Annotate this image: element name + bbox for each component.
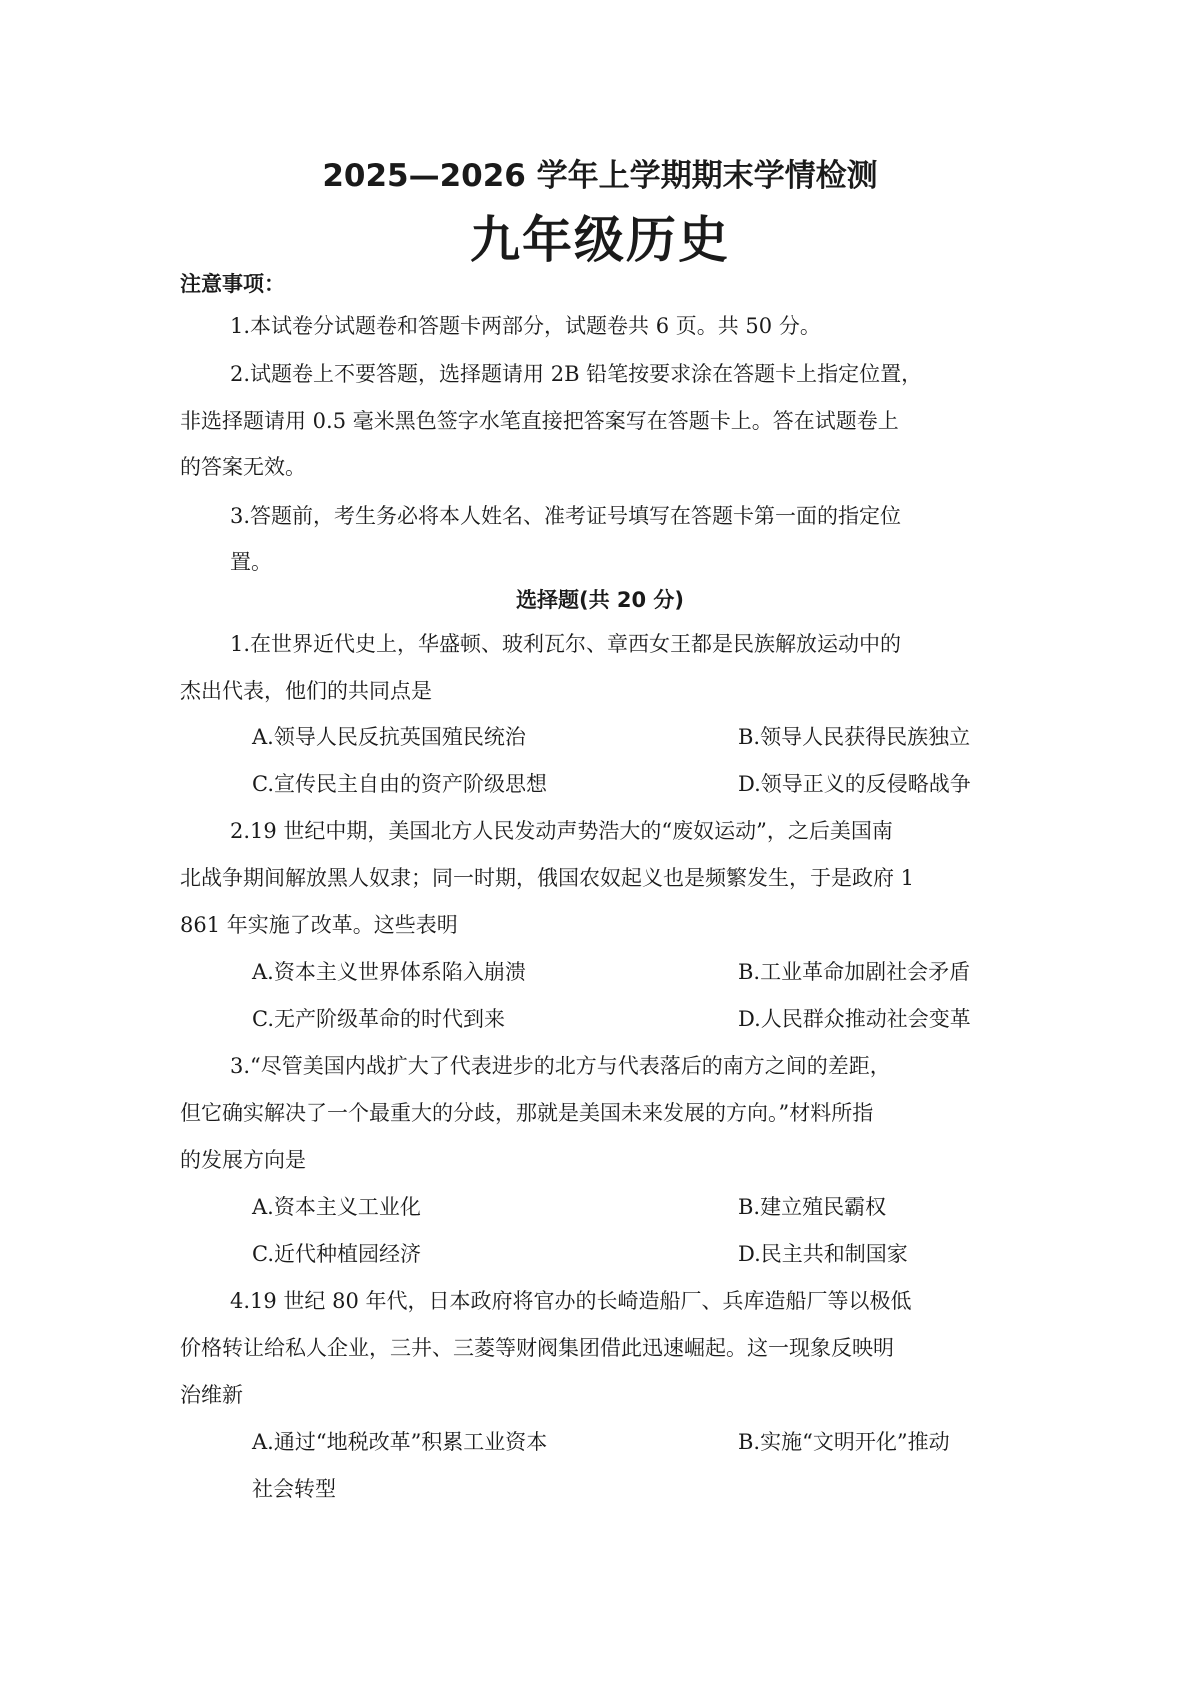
question-stem: 1.在世界近代史上，华盛顿、玻利瓦尔、章西女王都是民族解放运动中的 (230, 632, 902, 656)
option-a: A.资本主义世界体系陷入崩溃 (252, 960, 526, 984)
notice-line: 非选择题请用 0.5 毫米黑色签字水笔直接把答案写在答题卡上。答在试题卷上 (180, 409, 899, 433)
question-stem: 杰出代表，他们的共同点是 (180, 679, 432, 703)
question-stem: 但它确实解决了一个最重大的分歧，那就是美国未来发展的方向。”材料所指 (180, 1101, 874, 1125)
option-d: D.人民群众推动社会变革 (738, 1007, 971, 1031)
notice-line: 的答案无效。 (180, 455, 306, 479)
option-d: D.民主共和制国家 (738, 1242, 908, 1266)
option-a: A.资本主义工业化 (252, 1195, 421, 1219)
notice-line: 置。 (230, 550, 272, 574)
option-a: A.领导人民反抗英国殖民统治 (252, 725, 526, 749)
option-c: C.宣传民主自由的资产阶级思想 (252, 772, 547, 796)
question-stem: 的发展方向是 (180, 1148, 306, 1172)
question-stem: 北战争期间解放黑人奴隶；同一时期，俄国农奴起义也是频繁发生，于是政府 1 (180, 866, 915, 890)
option-b: B.实施“文明开化”推动 (738, 1430, 950, 1454)
option-b: B.领导人民获得民族独立 (738, 725, 971, 749)
option-d: D.领导正义的反侵略战争 (738, 772, 971, 796)
option-b-continued: 社会转型 (252, 1477, 336, 1501)
section-title: 选择题(共 20 分) (515, 588, 685, 612)
option-a: A.通过“地税改革”积累工业资本 (252, 1430, 548, 1454)
option-c: C.近代种植园经济 (252, 1242, 421, 1266)
option-c: C.无产阶级革命的时代到来 (252, 1007, 505, 1031)
question-stem: 861 年实施了改革。这些表明 (180, 913, 458, 937)
question-stem: 4.19 世纪 80 年代，日本政府将官办的长崎造船厂、兵库造船厂等以极低 (230, 1289, 912, 1313)
exam-subject: 九年级历史 (470, 211, 730, 269)
option-b: B.工业革命加剧社会矛盾 (738, 960, 971, 984)
notice-line: 2.试题卷上不要答题，选择题请用 2B 铅笔按要求涂在答题卡上指定位置， (230, 362, 923, 386)
option-b: B.建立殖民霸权 (738, 1195, 887, 1219)
question-stem: 3.“尽管美国内战扩大了代表进步的北方与代表落后的南方之间的差距， (230, 1054, 891, 1078)
exam-title: 2025—2026 学年上学期期末学情检测 (322, 158, 878, 194)
question-stem: 治维新 (180, 1383, 243, 1407)
notice-heading: 注意事项： (180, 272, 285, 296)
question-stem: 价格转让给私人企业，三井、三菱等财阀集团借此迅速崛起。这一现象反映明 (180, 1336, 894, 1360)
question-stem: 2.19 世纪中期，美国北方人民发动声势浩大的“废奴运动”，之后美国南 (230, 819, 893, 843)
notice-line: 1.本试卷分试题卷和答题卡两部分，试题卷共 6 页。共 50 分。 (230, 314, 821, 338)
notice-line: 3.答题前，考生务必将本人姓名、准考证号填写在答题卡第一面的指定位 (230, 504, 902, 528)
